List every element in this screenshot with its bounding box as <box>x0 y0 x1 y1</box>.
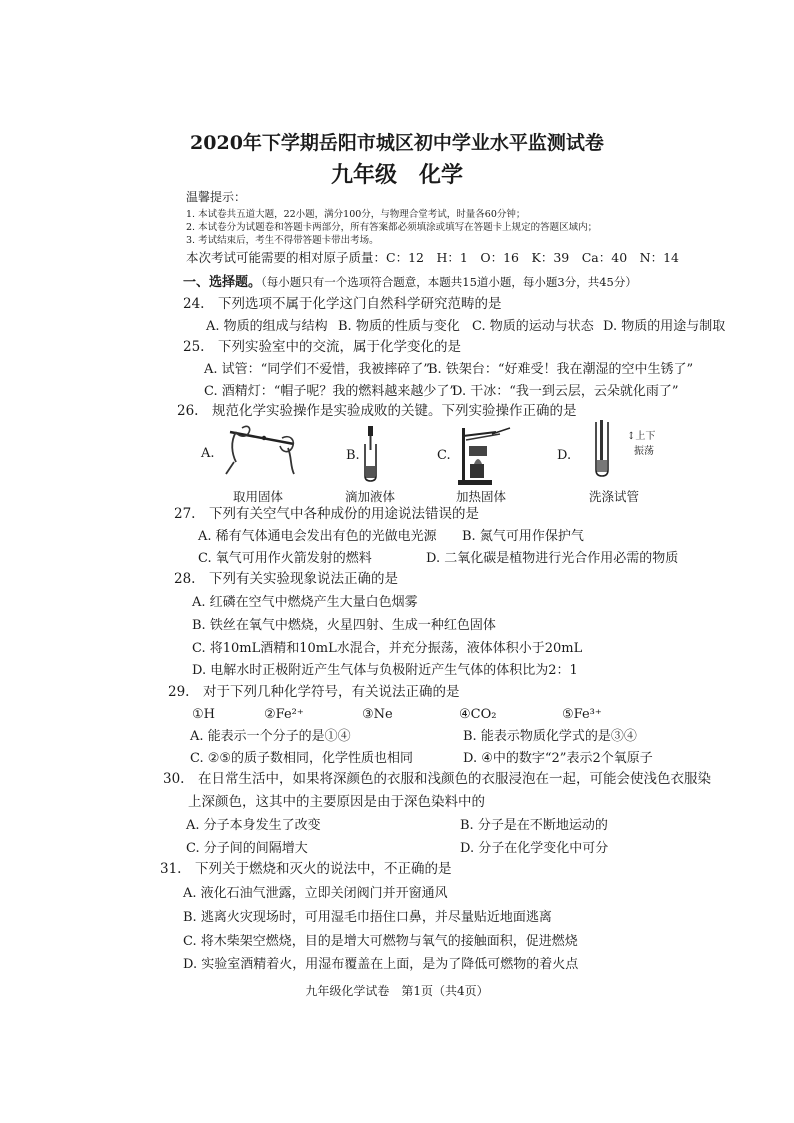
q26-caption-c: 加热固体 <box>456 489 507 504</box>
dropper-figure <box>358 424 388 484</box>
exam-subtitle: 九年级 化学 <box>330 162 463 188</box>
q25-option-a: A. 试管：“同学们不爱惜，我被摔碎了” <box>204 362 430 377</box>
exam-title: 2020年下学期岳阳市城区初中学业水平监测试卷 <box>190 132 604 154</box>
q30-stem-line1: 30. 在日常生活中，如果将深颜色的衣服和浅颜色的衣服浸泡在一起，可能会使浅色衣服染 <box>163 771 711 787</box>
q28-option-a: A. 红磷在空气中燃烧产生大量白色烟雾 <box>192 595 418 610</box>
q25-option-b: B. 铁架台：“好难受！我在潮湿的空中生锈了” <box>428 362 694 377</box>
q29-symbol-1: ①H <box>192 707 215 722</box>
q29-symbol-5: ⑤Fe³⁺ <box>562 707 602 722</box>
q29-symbol-2: ②Fe²⁺ <box>264 707 304 722</box>
q31-stem: 31. 下列关于燃烧和灭火的说法中，不正确的是 <box>160 861 452 877</box>
q27-stem: 27. 下列有关空气中各种成份的用途说法错误的是 <box>174 506 479 522</box>
q27-option-d: D. 二氧化碳是植物进行光合作用必需的物质 <box>426 551 679 566</box>
q29-symbol-3: ③Ne <box>362 707 393 722</box>
notice-item-1: 1. 本试卷共五道大题，22小题，满分100分，与物理合堂考试，时量各60分钟； <box>186 209 526 220</box>
q26-caption-b: 滴加液体 <box>345 489 396 504</box>
heating-solid-figure <box>452 424 516 486</box>
up-down-arrow-icon: ↕ <box>627 431 636 442</box>
section-title: 一、选择题。 <box>183 275 262 290</box>
q28-option-d: D. 电解水时正极附近产生气体与负极附近产生气体的体积比为2：1 <box>192 663 578 678</box>
q24-option-c: C. 物质的运动与状态 <box>472 319 594 334</box>
q24-stem: 24. 下列选项不属于化学这门自然科学研究范畴的是 <box>183 296 502 312</box>
q29-option-b: B. 能表示物质化学式的是③④ <box>463 729 637 744</box>
q27-option-c: C. 氧气可用作火箭发射的燃料 <box>198 551 372 566</box>
q27-option-b: B. 氮气可用作保护气 <box>462 529 584 544</box>
q31-option-a: A. 液化石油气泄露，立即关闭阀门并开窗通风 <box>183 886 448 901</box>
page-footer: 九年级化学试卷 第1页（共4页） <box>305 984 489 998</box>
q26-caption-d: 洗涤试管 <box>589 489 640 504</box>
q29-option-c: C. ②⑤的质子数相同，化学性质也相同 <box>190 751 414 766</box>
q26-label-a: A. <box>201 446 215 461</box>
q26-label-d: D. <box>557 448 572 463</box>
weighing-solid-figure <box>222 418 302 476</box>
q28-option-b: B. 铁丝在氧气中燃烧，火星四射、生成一种红色固体 <box>192 618 496 633</box>
q25-option-c: C. 酒精灯：“帽子呢？我的燃料越来越少了” <box>204 384 457 399</box>
q30-option-c: C. 分子间的间隔增大 <box>186 841 308 856</box>
notice-item-2: 2. 本试卷分为试题卷和答题卡两部分，所有答案都必须填涂或填写在答题卡上规定的答题区域内； <box>186 222 598 233</box>
q24-option-a: A. 物质的组成与结构 <box>206 319 328 334</box>
q29-option-d: D. ④中的数字“2”表示2个氧原子 <box>463 751 653 766</box>
q27-option-a: A. 稀有气体通电会发出有色的光做电光源 <box>198 529 437 544</box>
q26-label-c: C. <box>437 448 451 463</box>
section-heading <box>183 276 637 289</box>
section-instructions: （每小题只有一个选项符合题意，本题共15道小题，每小题3分，共45分） <box>261 275 637 289</box>
washing-tube-figure <box>584 418 624 480</box>
q28-stem: 28. 下列有关实验现象说法正确的是 <box>174 571 398 587</box>
q26-label-b: B. <box>346 448 360 463</box>
q29-option-a: A. 能表示一个分子的是①④ <box>190 729 351 744</box>
q29-symbol-4: ④CO₂ <box>459 707 497 722</box>
q31-option-c: C. 将木柴架空燃烧，目的是增大可燃物与氧气的接触面积，促进燃烧 <box>183 934 578 949</box>
notice-heading: 温馨提示： <box>186 190 247 204</box>
q31-option-d: D. 实验室酒精着火，用湿布覆盖在上面，是为了降低可燃物的着火点 <box>183 957 579 972</box>
q29-stem: 29. 对于下列几种化学符号，有关说法正确的是 <box>168 684 460 700</box>
q24-option-d: D. 物质的用途与制取 <box>603 319 726 334</box>
q26-d-note-top <box>627 432 655 442</box>
atomic-masses: 本次考试可能需要的相对原子质量：C：12 H：1 O：16 K：39 Ca：40 N：14 <box>186 250 679 265</box>
q26-d-note-top-text: 上下 <box>635 431 656 442</box>
q30-option-a: A. 分子本身发生了改变 <box>186 818 321 833</box>
q24-option-b: B. 物质的性质与变化 <box>338 319 460 334</box>
q30-stem-line2: 上深颜色，这其中的主要原因是由于深色染料中的 <box>188 794 485 810</box>
q26-caption-a: 取用固体 <box>233 489 284 504</box>
q26-stem: 26. 规范化学实验操作是实验成败的关键。下列实验操作正确的是 <box>177 403 577 419</box>
q30-option-d: D. 分子在化学变化中可分 <box>460 841 609 856</box>
q30-option-b: B. 分子是在不断地运动的 <box>460 818 608 833</box>
notice-item-3: 3. 考试结束后，考生不得带答题卡带出考场。 <box>186 235 379 246</box>
q25-option-d: D. 干冰：“我一到云层，云朵就化雨了” <box>452 384 679 399</box>
q31-option-b: B. 逃离火灾现场时，可用湿毛巾捂住口鼻，并尽量贴近地面逃离 <box>183 910 552 925</box>
q25-stem: 25. 下列实验室中的交流，属于化学变化的是 <box>183 339 461 355</box>
q28-option-c: C. 将10mL酒精和10mL水混合，并充分振荡，液体体积小于20mL <box>192 641 583 656</box>
q26-d-note-bottom: 振荡 <box>634 446 654 457</box>
